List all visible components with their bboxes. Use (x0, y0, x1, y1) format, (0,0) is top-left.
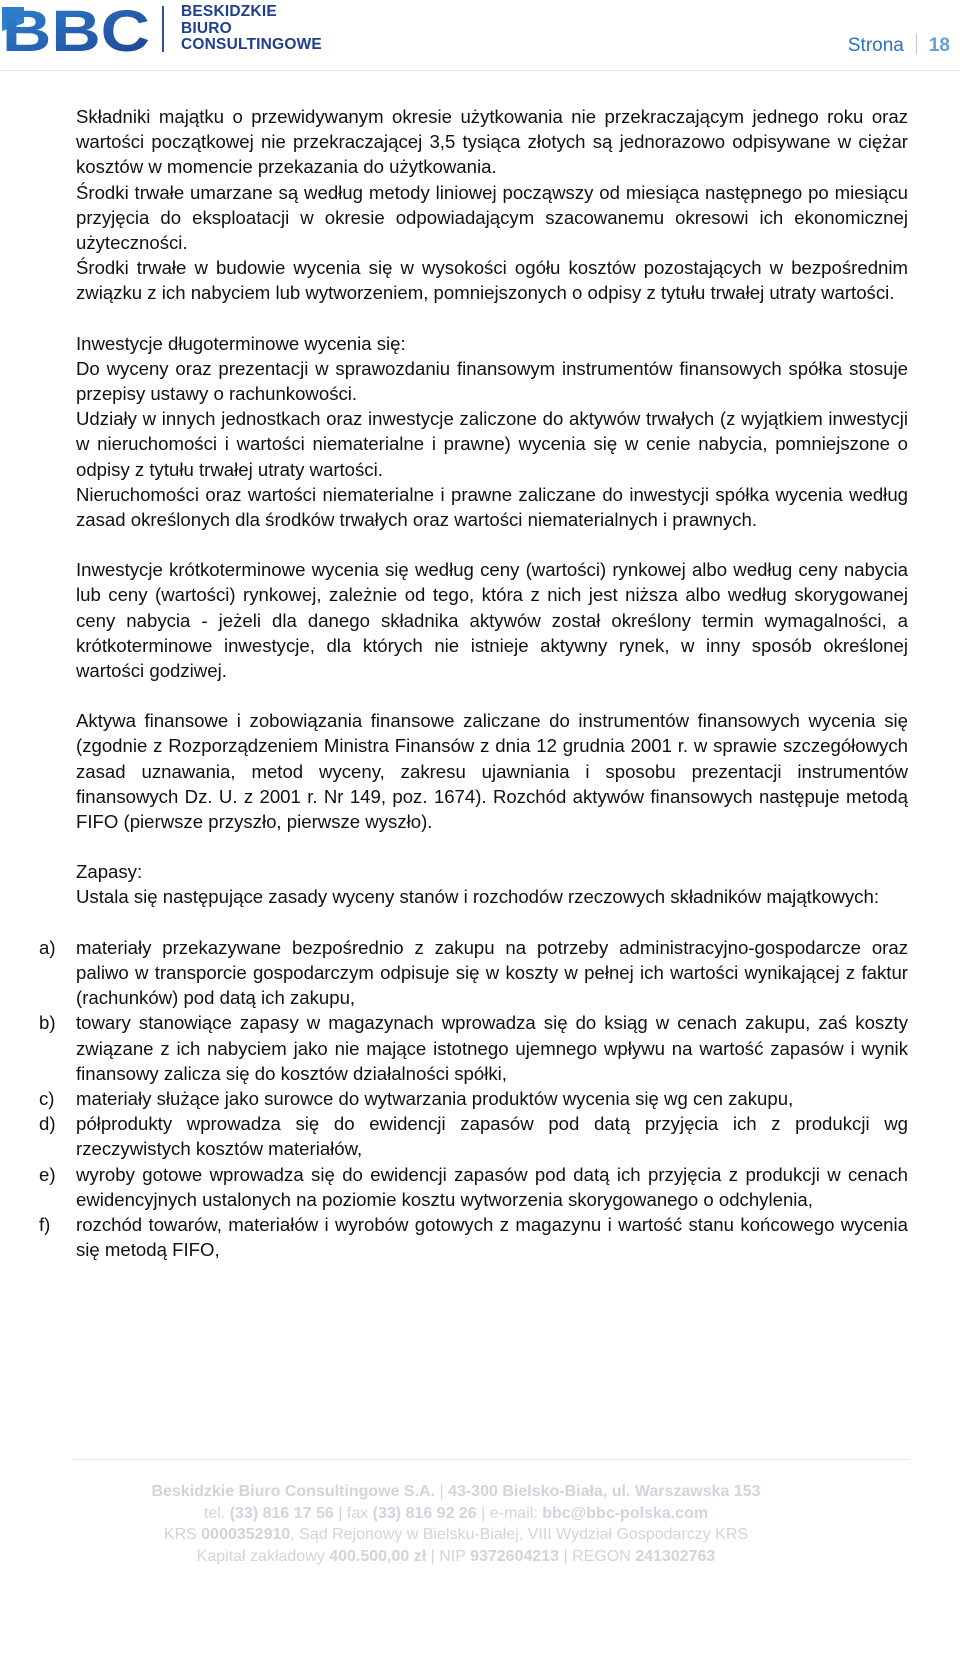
list-item-text: wyroby gotowe wprowadza się do ewidencji zapasów pod datą ich przyjęcia z produkcji w cenach ewidencyjnych ustalonych na poziomie kosztu wytworzenia skorygowanego o odchylenia, (76, 1163, 908, 1210)
valuation-list (39, 935, 908, 1263)
footer-krs-label: KRS (163, 1526, 197, 1543)
footer-email-label: e-mail: (489, 1504, 538, 1522)
list-item (39, 935, 908, 1011)
footer-krs: 0000352910 (201, 1526, 291, 1543)
list-item (39, 1111, 908, 1161)
footer-tel: (33) 816 17 56 (229, 1504, 334, 1522)
footer-address: 43-300 Bielsko-Biała, ul. Warszawska 153 (448, 1483, 761, 1500)
page-footer (0, 1481, 912, 1567)
footer-fax-label: fax (346, 1504, 369, 1522)
logo-separator (162, 6, 164, 52)
list-marker: b) (39, 1012, 56, 1034)
spacer (76, 910, 908, 935)
footer-tel-label: tel. (203, 1504, 226, 1522)
page-number-divider (916, 34, 917, 54)
paragraph: Aktywa finansowe i zobowiązania finansowe zaliczane do instrumentów finansowych wycenia się (zgodnie z Rozporządzeniem Ministra Finansów z dnia 12 grudnia 2001 r. w sprawie szczegółowych zasad uznawania, metod wyceny, zakresu ujawniania i sposobu prezentacji instrumentów finansowych Dz. U. z 2001 r. Nr 149, poz. 1674). Rozchód aktywów finansowych następuje metodą FIFO (pierwsze przyszło, pierwsze wyszło). (76, 710, 908, 833)
list-item-text: towary stanowiące zapasy w magazynach wprowadza się do ksiąg w cenach zakupu, zaś koszty związane z ich nabyciem jako nie mające istotnego ujemnego wpływu na wartość zapasów i wynik finansowy zalicza się do kosztów działalności spółki, (76, 1012, 908, 1084)
company-line-1: BESKIDZKIE (181, 3, 277, 20)
list-item-text: rozchód towarów, materiałów i wyrobów gotowych z magazynu i wartość stanu końcowego wycenia się metodą FIFO, (76, 1213, 908, 1261)
list-item (39, 1010, 908, 1086)
paragraph: Do wyceny oraz prezentacji w sprawozdaniu finansowym instrumentów finansowych spółka stosuje przepisy ustawy o rachunkowości. (76, 357, 908, 405)
list-item-text: materiały przekazywane bezpośrednio z zakupu na potrzeby administracyjno-gospodarcze oraz paliwo w transporcie gospodarczym odpisuje się w koszty w pełnej ich wartości wynikającej z faktur (rachunków) pod datą ich zakupu, (76, 936, 908, 1009)
paragraph: Składniki majątku o przewidywanym okresie użytkowania nie przekraczającym jednego roku oraz wartości początkowej nie przekraczającej 3,5 tysiąca złotych są jednorazowo odpisywane w ciężar kosztów w momencie przekazania do użytkowania. (76, 106, 908, 178)
document-body (39, 104, 908, 1262)
footer-regon: 241302763 (635, 1547, 716, 1565)
footer-line-1: Beskidzkie Biuro Consultingowe S.A. | 43-300 Bielsko-Biała, ul. Warszawska 153 (151, 1483, 761, 1500)
list-item (39, 1162, 908, 1212)
list-marker: e) (39, 1163, 56, 1185)
list-marker: c) (39, 1087, 55, 1109)
footer-line-2: tel. (33) 816 17 56 | fax (33) 816 92 26 | e-mail: bbc@bbc-polska.com (203, 1504, 709, 1522)
company-line-3: CONSULTINGOWE (181, 36, 322, 53)
paragraph: Środki trwałe umarzane są według metody liniowej począwszy od miesiąca następnego po miesiącu przyjęcia do eksploatacji w okresie odpowiadającym szacowanemu okresowi ich ekonomicznej użyteczności. (76, 181, 908, 254)
footer-nip-label: NIP (439, 1547, 466, 1565)
paragraph: Zapasy: (76, 861, 143, 883)
list-marker: d) (39, 1113, 56, 1135)
paragraph: Nieruchomości oraz wartości niematerialne i prawne zaliczane do inwestycji spółka wycenia według zasad określonych dla środków trwałych oraz wartości niematerialnych i prawnych. (76, 483, 908, 531)
footer-fax: (33) 816 92 26 (372, 1504, 477, 1522)
company-line-2: BIURO (181, 19, 232, 37)
paragraph: Udziały w innych jednostkach oraz inwestycje zaliczone do aktywów trwałych (z wyjątkiem inwestycji w nieruchomości i wartości niematerialne i prawne) wycenia się w cenie nabycia, pomniejszone o odpisy z tytułu trwałej utraty wartości. (76, 408, 908, 480)
page-number-block (848, 34, 950, 57)
footer-company: Beskidzkie Biuro Consultingowe S.A. (151, 1483, 436, 1500)
paragraph: Ustala się następujące zasady wyceny stanów i rozchodów rzeczowych składników majątkowych: (76, 886, 879, 908)
company-name (181, 4, 322, 54)
page-header (0, 0, 960, 70)
list-item-text: półprodukty wprowadza się do ewidencji zapasów pod datą przyjęcia ich z produkcji wg rzeczywistych kosztów materiałów, (76, 1113, 908, 1160)
list-item (39, 1212, 908, 1262)
list-marker: a) (39, 936, 56, 958)
list-marker: f) (39, 1213, 51, 1235)
paragraph: Środki trwałe w budowie wycenia się w wysokości ogółu kosztów pozostających w bezpośrednim związku z ich nabyciem lub wytworzeniem, pomniejszonych o odpisy z tytułu trwałej utraty wartości. (76, 257, 908, 304)
bbc-logo (2, 3, 154, 55)
spacer (76, 532, 908, 557)
footer-capital: 400.500,00 zł (329, 1547, 427, 1565)
footer-court: , Sąd Rejonowy w Bielsku-Białej, VIII Wydział Gospodarczy KRS (290, 1526, 749, 1543)
list-item (39, 1086, 908, 1111)
footer-divider (72, 1459, 910, 1460)
list-item-text: materiały służące jako surowce do wytwarzania produktów wycenia się wg cen zakupu, (76, 1087, 794, 1109)
spacer (76, 683, 908, 708)
page-number: 18 (928, 35, 950, 56)
page-label: Strona (847, 35, 904, 56)
footer-line-4: Kapitał zakładowy 400.500,00 zł | NIP 9372604213 | REGON 241302763 (196, 1547, 716, 1565)
paragraph: Inwestycje krótkoterminowe wycenia się według ceny (wartości) rynkowej albo według ceny nabycia lub ceny (wartości) rynkowej, zależnie od tego, która z nich jest niższa albo według skorygowanej ceny nabycia - jeżeli dla danego składnika aktywów został określony termin wymagalności, a krótkoterminowe inwestycje, dla których nie istnieje aktywny rynek, w inny sposób określonej wartości godziwej. (76, 559, 908, 682)
footer-regon-label: REGON (572, 1547, 631, 1565)
spacer (76, 834, 908, 859)
footer-nip: 9372604213 (470, 1547, 560, 1565)
footer-capital-label: Kapitał zakładowy (196, 1547, 325, 1565)
paragraph: Inwestycje długoterminowe wycenia się: (76, 332, 406, 354)
footer-email: bbc@bbc-polska.com (542, 1504, 709, 1522)
header-divider (0, 70, 960, 71)
footer-line-3 (0, 1524, 912, 1546)
spacer (76, 306, 908, 331)
logo-text: BBC (2, 3, 150, 55)
